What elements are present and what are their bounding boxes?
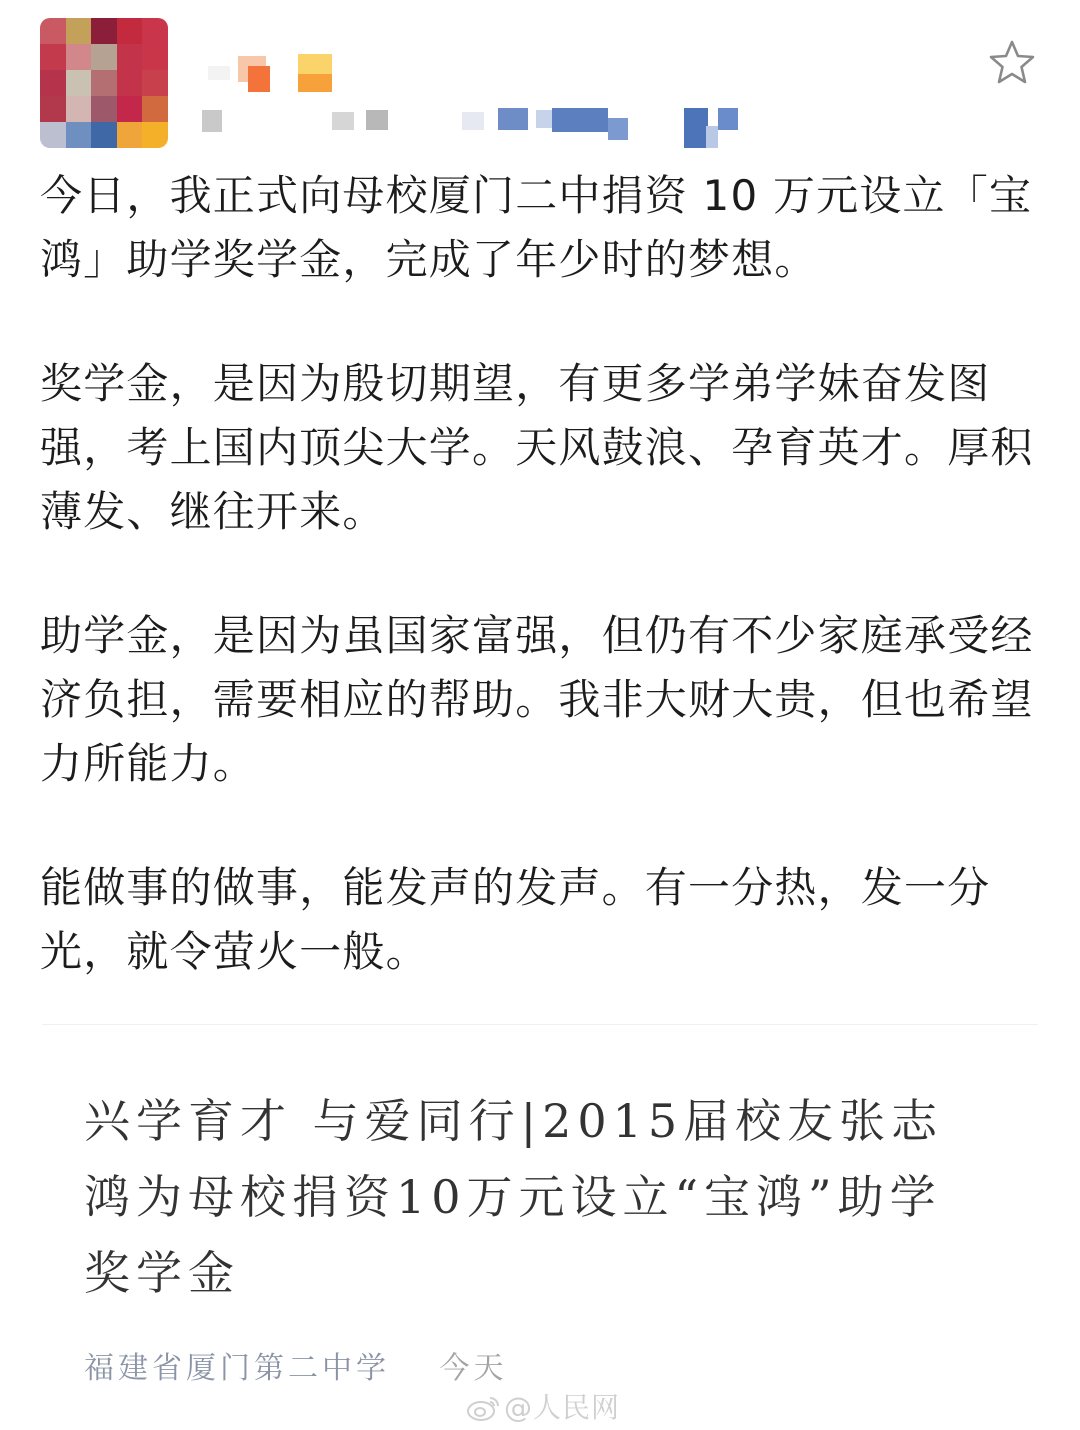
avatar-pixel — [66, 44, 92, 70]
avatar-pixel — [91, 44, 117, 70]
weibo-icon — [466, 1395, 500, 1421]
avatar-pixel — [66, 18, 92, 44]
post-body — [40, 164, 1040, 1044]
avatar[interactable] — [40, 18, 168, 148]
avatar-pixel — [66, 122, 92, 148]
shared-article-card[interactable] — [42, 1024, 1038, 1430]
avatar-pixel — [117, 122, 143, 148]
avatar-pixel — [91, 122, 117, 148]
post-paragraph: 能做事的做事，能发声的发声。有一分热，发一分光，就令萤火一般。 — [40, 863, 991, 976]
avatar-pixel — [117, 44, 143, 70]
post-paragraph: 奖学金，是因为殷切期望，有更多学弟学妹奋发图强，考上国内顶尖大学。天风鼓浪、孕育英才。厚积薄发、继往开来。 — [40, 359, 1034, 536]
post-paragraph: 助学金，是因为虽国家富强，但仍有不少家庭承受经济负担，需要相应的帮助。我非大财大贵，但也希望力所能力。 — [40, 611, 1034, 788]
avatar-pixel — [40, 70, 66, 96]
watermark-text: @人民网 — [504, 1391, 621, 1424]
avatar-pixel — [142, 96, 168, 122]
avatar-pixel — [142, 44, 168, 70]
avatar-pixel — [40, 122, 66, 148]
article-title[interactable]: 兴学育才 与爱同行|2015届校友张志鸿为母校捐资10万元设立“宝鸿”助学奖学金 — [84, 1094, 944, 1300]
post-meta-blurred — [200, 104, 760, 150]
star-icon — [986, 38, 1038, 88]
avatar-pixel — [117, 18, 143, 44]
avatar-pixel — [40, 44, 66, 70]
avatar-pixel — [91, 96, 117, 122]
avatar-pixel — [142, 70, 168, 96]
username-blurred[interactable] — [208, 52, 338, 94]
avatar-pixel — [142, 122, 168, 148]
avatar-pixel — [91, 70, 117, 96]
avatar-pixel — [66, 96, 92, 122]
avatar-pixel — [117, 96, 143, 122]
avatar-pixel — [142, 18, 168, 44]
watermark — [466, 1386, 620, 1426]
article-meta — [84, 1343, 508, 1387]
avatar-pixel — [40, 96, 66, 122]
avatar-pixel — [91, 18, 117, 44]
avatar-pixel — [117, 70, 143, 96]
post-paragraph: 今日，我正式向母校厦门二中捐资 10 万元设立「宝鸿」助学奖学金，完成了年少时的梦想。 — [40, 171, 1033, 284]
favorite-button[interactable] — [986, 38, 1038, 88]
avatar-pixel — [40, 18, 66, 44]
article-source: 福建省厦门第二中学 — [84, 1351, 390, 1386]
article-date: 今天 — [439, 1351, 508, 1386]
avatar-pixel — [66, 70, 92, 96]
